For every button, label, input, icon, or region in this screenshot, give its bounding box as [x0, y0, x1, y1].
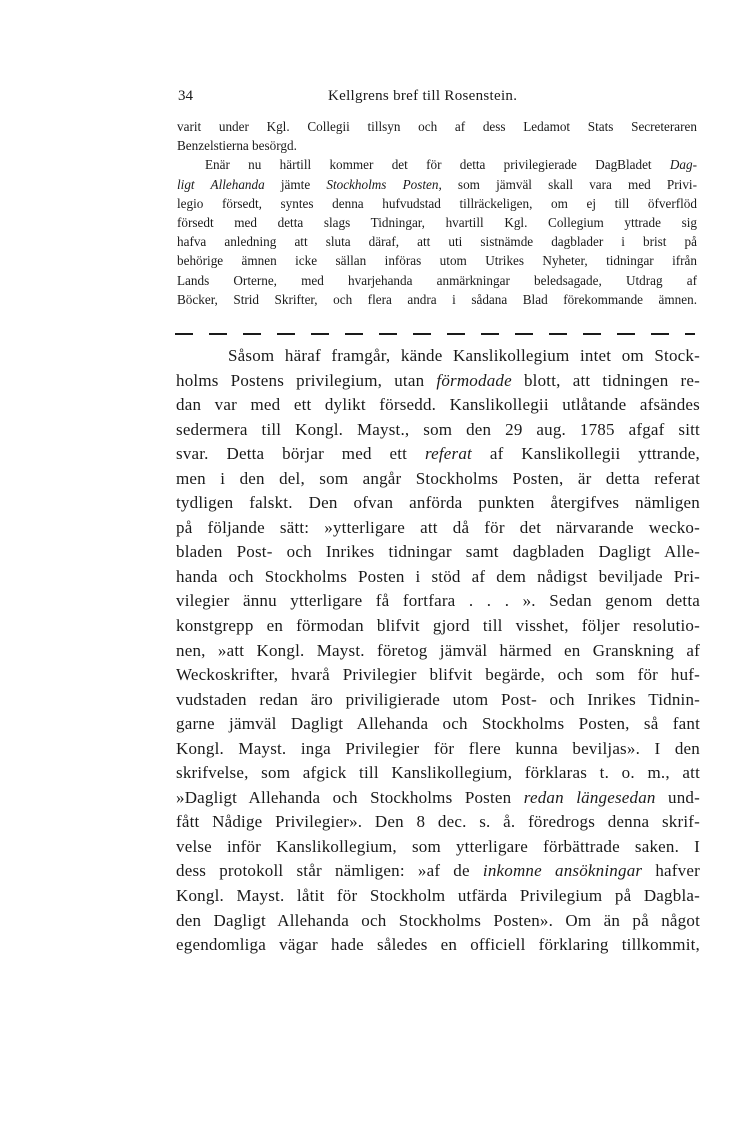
quote-line: Enär nu härtill kommer det för detta privilegierade DagBladet Dag-	[205, 157, 697, 173]
text-line: Kongl. Mayst. inga Privilegier för flere kunna beviljas». I den	[176, 738, 700, 758]
text-line: Såsom häraf framgår, kände Kanslikollegium intet om Stock-	[228, 346, 700, 365]
quote-line: ligt Allehanda jämte Stockholms Posten, som jämväl skall vara med Privi-	[177, 176, 697, 192]
quote-line: Benzelstierna besörgd.	[177, 138, 297, 154]
text-line: handa och Stockholms Posten i stöd af dem nådigst beviljade Pri-	[176, 566, 700, 586]
text-line: men i den del, som angår Stockholms Posten, är detta referat	[176, 468, 700, 488]
body-text	[176, 344, 700, 958]
text-line: fått Nådige Privilegier». Den 8 dec. s. å. föredrogs denna skrif-	[176, 812, 700, 832]
page-header	[178, 88, 698, 110]
quote-line: legio försedt, syntes denna hufvudstad tillräckeligen, om ej till öfverflöd	[177, 195, 697, 211]
quoted-document	[177, 117, 697, 309]
quote-line: försedt med detta slags Tidningar, hvartill Kgl. Collegium yttrade sig	[177, 215, 697, 231]
text-line: svar. Detta börjar med ett referat af Kanslikollegii yttrande,	[176, 444, 701, 464]
dashed-separator	[175, 333, 695, 335]
text-line: skrifvelse, som afgick till Kanslikollegium, förklaras t. o. m., att	[176, 763, 700, 783]
text-line: den Dagligt Allehanda och Stockholms Posten». Om än på något	[176, 910, 700, 930]
text-line: konstgrepp en förmodan blifvit gjord till visshet, följer resolutio-	[176, 616, 700, 636]
quote-line: hafva anledning att sluta däraf, att uti sistnämde dagblader i brist på	[177, 234, 697, 250]
quote-line: Böcker, Strid Skrifter, och flera andra i sådana Blad förekommande ämnen.	[177, 291, 697, 307]
text-line: egendomliga vägar hade således en officiell förklaring tillkommit,	[176, 935, 700, 955]
text-line: Weckoskrifter, hvarå Privilegier blifvit begärde, och som för huf-	[176, 665, 700, 685]
text-line: holms Postens privilegium, utan förmodade blott, att tidningen re-	[176, 370, 700, 390]
text-line: vilegier ännu ytterligare få fortfara . . . ». Sedan genom detta	[176, 591, 700, 611]
page-number: 34	[178, 88, 193, 104]
text-line: Kongl. Mayst. låtit för Stockholm utfärda Privilegium på Dagbla-	[176, 886, 700, 906]
text-line: dan var med ett dylikt försedd. Kanslikollegii utlåtande afsändes	[176, 395, 700, 415]
running-title: Kellgrens bref till Rosenstein.	[328, 88, 518, 104]
text-line: nen, »att Kongl. Mayst. företog jämväl härmed en Granskning af	[176, 640, 700, 660]
quote-line: behörige ämnen icke sällan införas utom Utrikes Nyheter, tidningar ifrån	[177, 253, 697, 269]
quote-line: Lands Orterne, med hvarjehanda anmärkningar beledsagade, Utdrag af	[177, 272, 697, 288]
quote-line: varit under Kgl. Collegii tillsyn och af dess Ledamot Stats Secreteraren	[177, 119, 697, 134]
text-line: dess protokoll står nämligen: »af de inkomne ansökningar hafver	[176, 861, 700, 881]
text-line: vudstaden redan äro priviligierade utom Post- och Inrikes Tidnin-	[176, 689, 700, 709]
text-line: garne jämväl Dagligt Allehanda och Stockholms Posten, så fant	[176, 714, 700, 734]
text-line: på följande sätt: »ytterligare att då för det närvarande wecko-	[176, 517, 700, 537]
text-line: sedermera till Kongl. Mayst., som den 29 aug. 1785 afgaf sitt	[176, 419, 700, 439]
text-line: tydligen falskt. Den ofvan anförda punkten återgifves nämligen	[176, 493, 700, 513]
text-line: »Dagligt Allehanda och Stockholms Posten redan längesedan und-	[176, 787, 700, 807]
text-line: velse inför Kanslikollegium, som ytterligare förbättrade saken. I	[176, 836, 700, 856]
text-line: bladen Post- och Inrikes tidningar samt dagbladen Dagligt Alle-	[176, 542, 700, 562]
